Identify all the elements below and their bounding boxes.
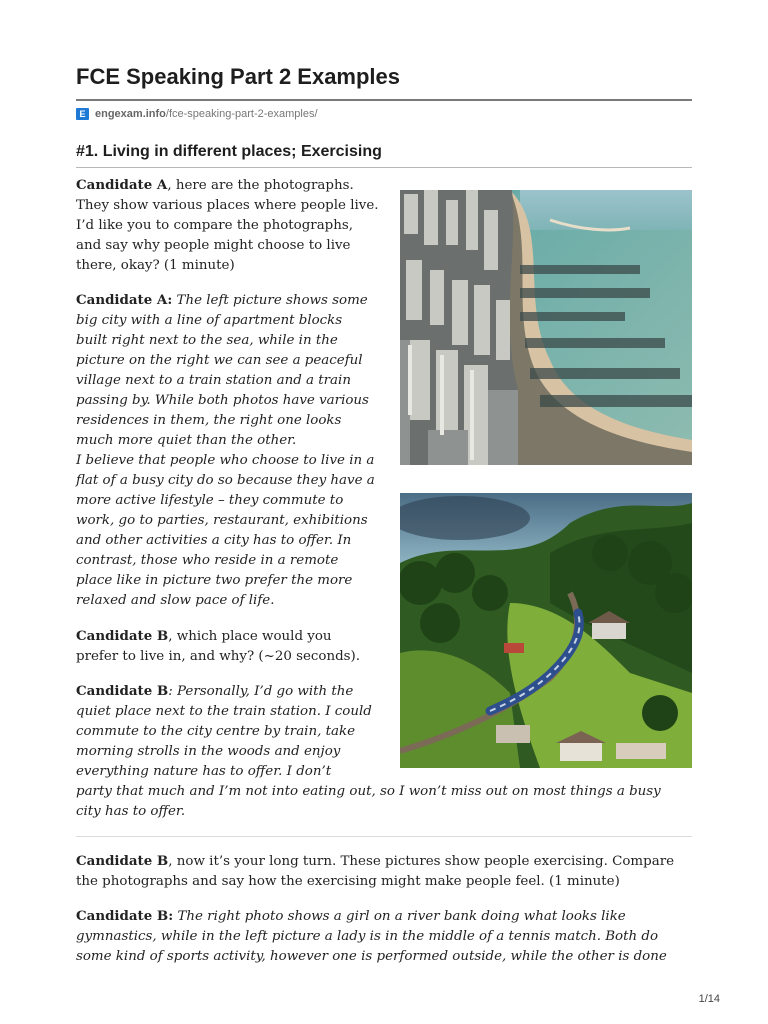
page-number: 1/14 xyxy=(698,993,720,1005)
examiner-prompt-2: Candidate B, which place would you prefer to live in, and why? (~20 seconds). xyxy=(76,628,361,664)
section-heading: #1. Living in different places; Exercising xyxy=(76,143,382,160)
speaker-label: Candidate B: xyxy=(76,908,174,924)
candidate-answer-2: Candidate B: Personally, I’d go with the quiet place next to the train station. I could commute to the city centre by train, take morning strolls in the woods and enjoy everything nature has to offer. I don’t party that much and I’m not into eating out, so I won’t miss out on most things a busy city has to offer. xyxy=(76,683,661,819)
candidate-answer-1: Candidate A: The left picture shows some big city with a line of apartment blocks built right next to the sea, while in the picture on the right we can see a peaceful village next to a train station and a train passing by. While both photos have various residences in them, the right one looks much more quiet than the other. I believe that people who choose to live in a flat of a busy city do so because they have a more active lifestyle – they commute to work, go to parties, restaurant, exhibitions and other activities a city has to offer. In contrast, those who reside in a remote place like in picture two prefer the more relaxed and slow pace of life. xyxy=(76,292,375,608)
site-logo-icon: E xyxy=(76,108,89,120)
paragraph-divider xyxy=(76,836,692,837)
speaker-label: Candidate B xyxy=(76,853,169,869)
city-photo xyxy=(400,190,692,465)
speaker-label: Candidate A: xyxy=(76,292,173,308)
section-divider xyxy=(76,167,692,168)
candidate-answer-3: Candidate B: The right photo shows a girl on a river bank doing what looks like gymnastics, while in the left picture a lady is in the middle of a tennis match. Both do some kind of sports activity, however one is performed outside, while the other is done xyxy=(76,908,667,964)
source-path[interactable]: /fce-speaking-part-2-examples/ xyxy=(165,108,318,120)
page-title: FCE Speaking Part 2 Examples xyxy=(76,64,401,89)
examiner-prompt-3: Candidate B, now it’s your long turn. These pictures show people exercising. Compare the photographs and say how the exercising might make people feel. (1 minute) xyxy=(76,853,675,889)
speaker-label: Candidate B xyxy=(76,628,169,644)
source-domain[interactable]: engexam.info xyxy=(95,108,166,120)
speaker-label: Candidate A xyxy=(76,177,168,193)
source-url[interactable] xyxy=(76,106,318,122)
title-divider xyxy=(76,99,692,101)
village-train-photo xyxy=(400,493,692,768)
speaker-label: Candidate B xyxy=(76,683,169,699)
examiner-prompt-1: Candidate A, here are the photographs. They show various places where people live. I’d like you to compare the photographs, and say why people might choose to live there, okay? (1 minute) xyxy=(76,177,379,273)
